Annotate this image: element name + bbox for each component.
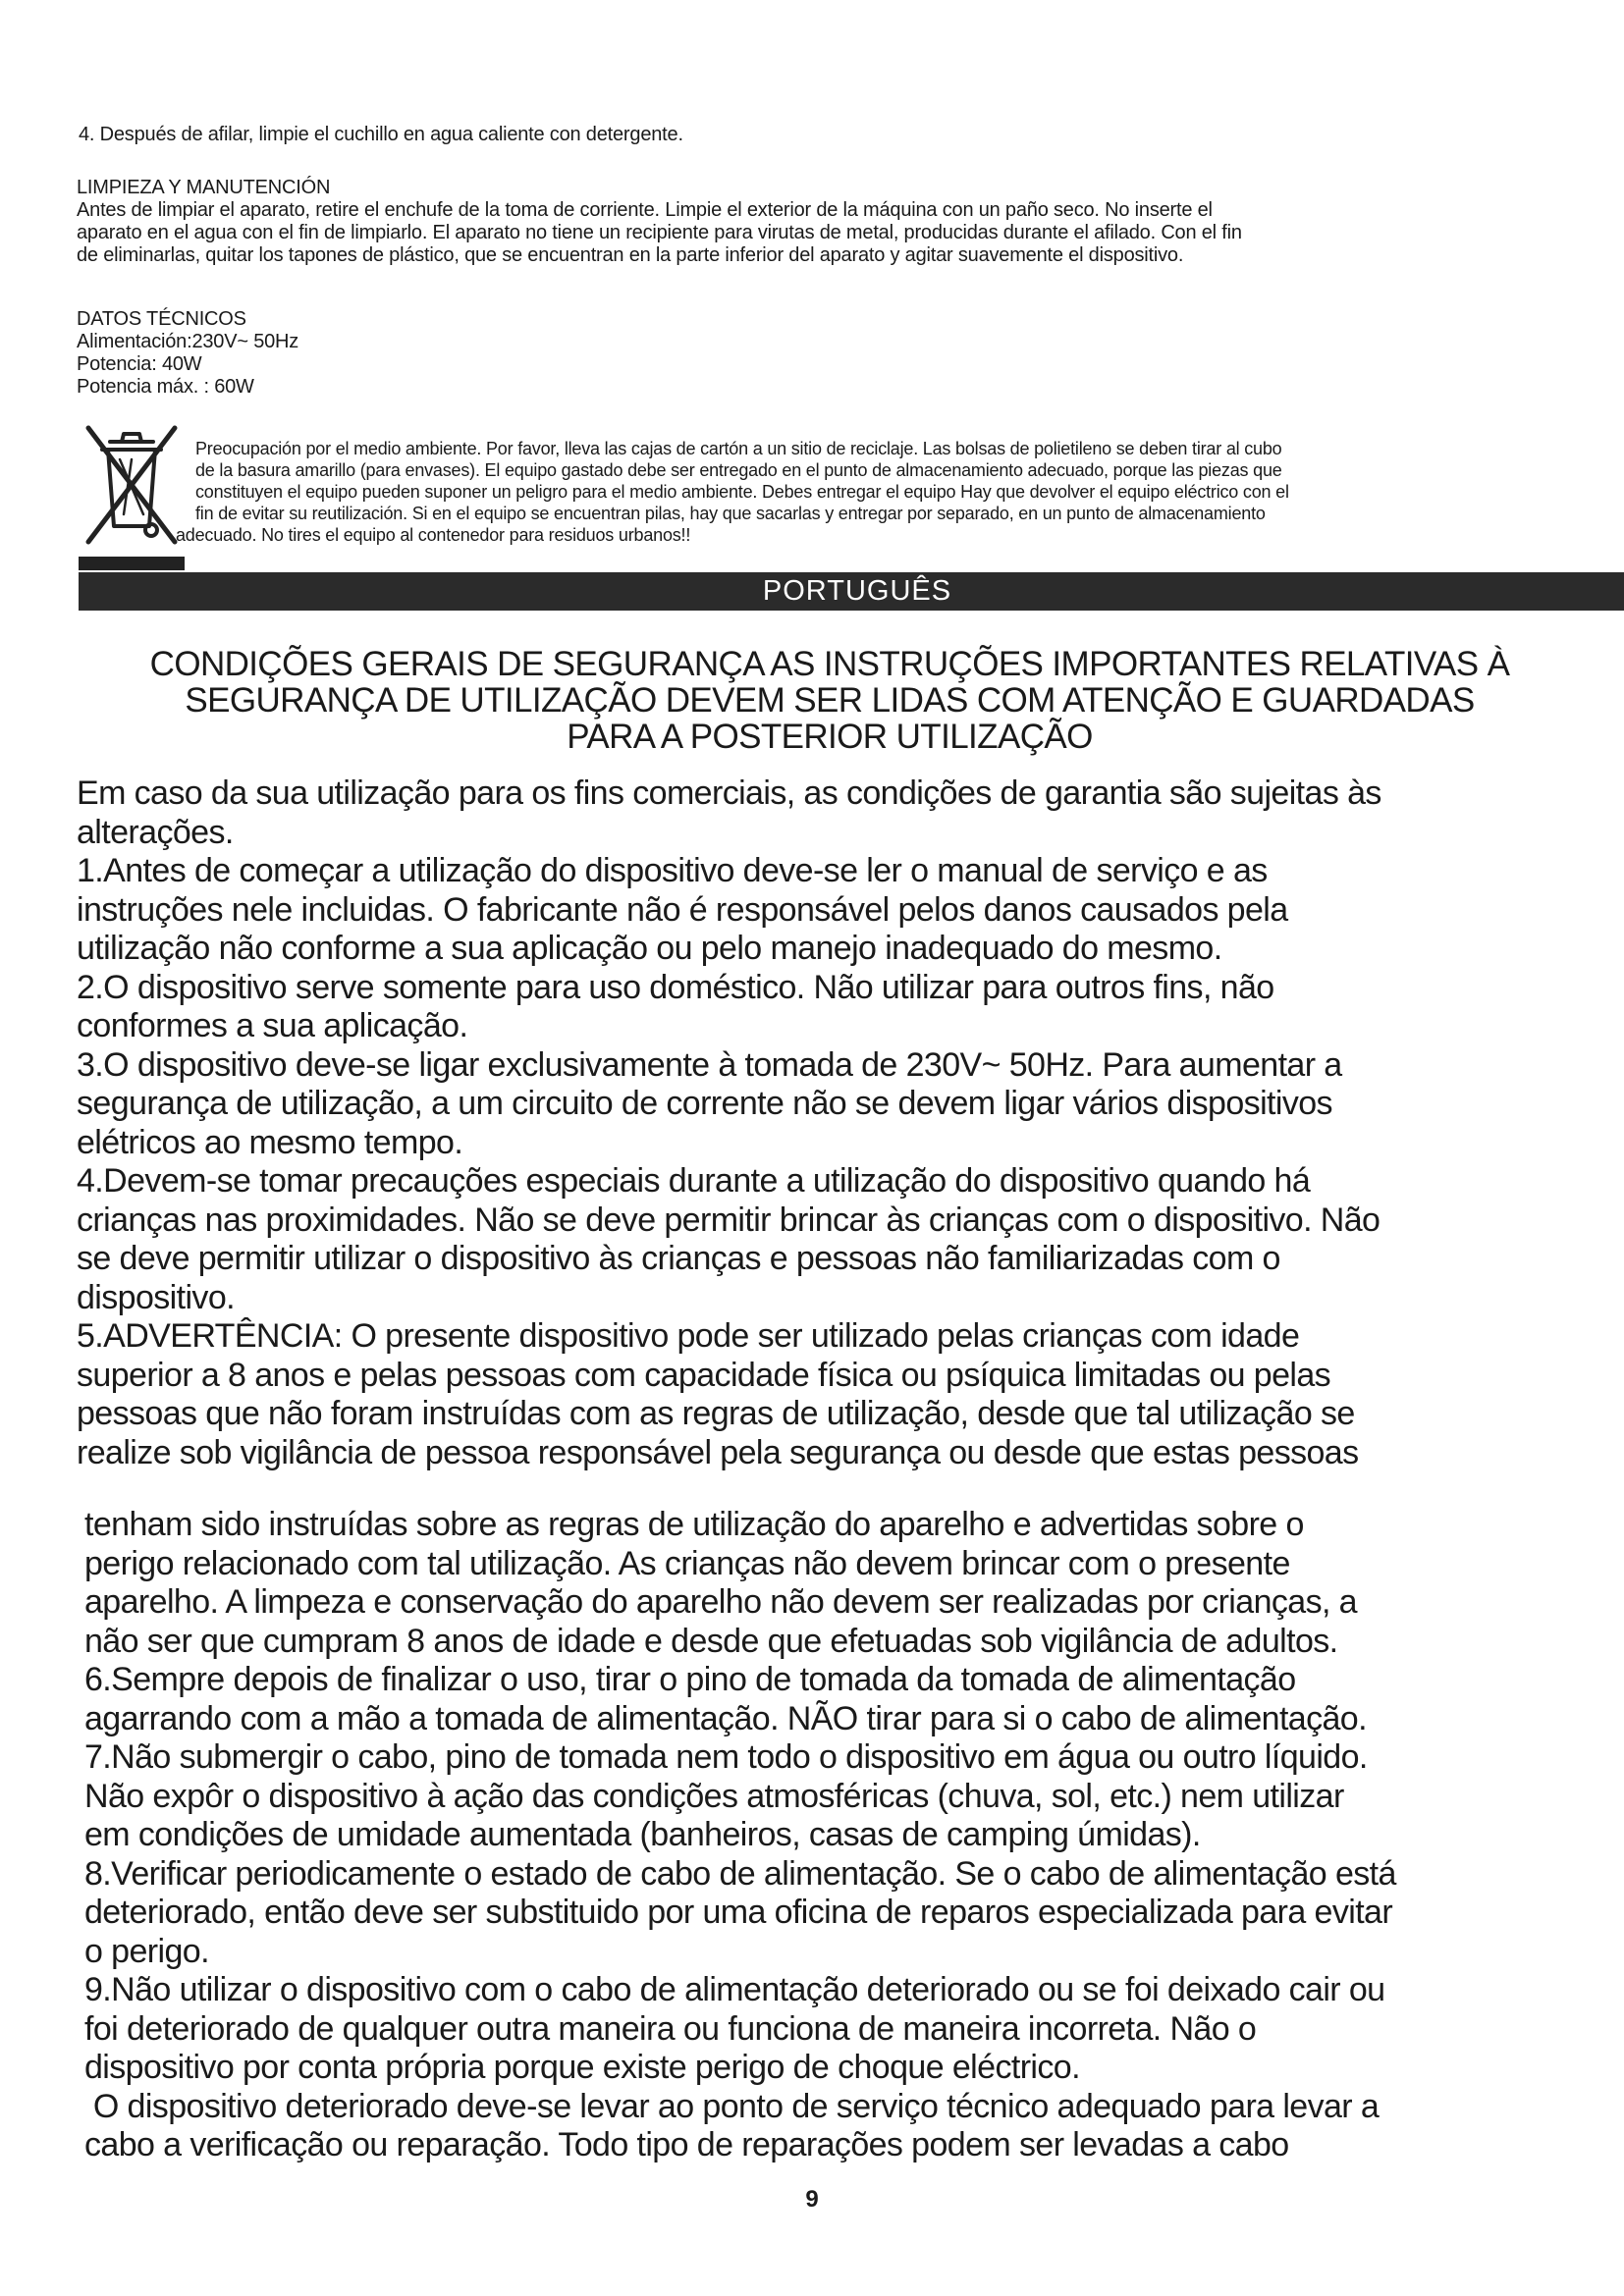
safety-heading-line: SEGURANÇA DE UTILIZAÇÃO DEVEM SER LIDAS COM ATENÇÃO E GUARDADAS [185,681,1475,720]
body-line: alterações. [77,813,234,851]
eco-line: constituyen el equipo pueden suponer un peligro para el medio ambiente. Debes entregar el equipo Hay que devolver el equipo eléctrico con el [195,482,1289,502]
tech-data-line: Potencia: 40W [77,353,202,375]
body-line: Não expôr o dispositivo à ação das condições atmosféricas (chuva, sol, etc.) nem utilizar [84,1777,1344,1815]
body-line: 9.Não utilizar o dispositivo com o cabo de alimentação deteriorado ou se foi deixado cair ou [84,1971,1385,2008]
body-line: se deve permitir utilizar o dispositivo às crianças e pessoas não familiarizadas com o [77,1240,1280,1277]
body-line: 6.Sempre depois de finalizar o uso, tirar o pino de tomada da tomada de alimentação [84,1661,1296,1698]
body-line: Em caso da sua utilização para os fins comerciais, as condições de garantia são sujeitas às [77,774,1381,812]
body-line: dispositivo por conta própria porque existe perigo de choque eléctrico. [84,2049,1080,2086]
eco-line: adecuado. No tires el equipo al contenedor para residuos urbanos!! [176,525,691,545]
language-label: PORTUGUÊS [762,575,952,607]
safety-heading-line: PARA A POSTERIOR UTILIZAÇÃO [567,718,1093,756]
body-line: 8.Verificar periodicamente o estado de cabo de alimentação. Se o cabo de alimentação está [84,1854,1396,1893]
body-line: 3.O dispositivo deve-se ligar exclusivamente à tomada de 230V~ 50Hz. Para aumentar a [77,1045,1342,1084]
body-line: conformes a sua aplicação. [77,1007,468,1044]
body-line: 5.ADVERTÊNCIA: O presente dispositivo pode ser utilizado pelas crianças com idade [77,1317,1300,1355]
tech-data-line: Alimentación:230V~ 50Hz [77,331,299,352]
body-line: cabo a verificação ou reparação. Todo tipo de reparações podem ser levadas a cabo [84,2126,1289,2163]
body-line: instruções nele incluidas. O fabricante não é responsável pelos danos causados pela [77,890,1288,929]
body-line: não ser que cumpram 8 anos de idade e desde que efetuadas sob vigilância de adultos. [84,1622,1338,1660]
weee-crossed-bin-icon [81,420,183,556]
body-line: realize sob vigilância de pessoa responsável pela segurança ou desde que estas pessoas [77,1433,1359,1471]
body-line: o perigo. [84,1932,209,1970]
es-step-4: 4. Después de afilar, limpie el cuchillo en agua caliente con detergente. [79,124,683,145]
body-line: superior a 8 anos e pelas pessoas com capacidade física ou psíquica limitadas ou pelas [77,1356,1331,1394]
body-line: crianças nas proximidades. Não se deve permitir brincar às crianças com o dispositivo. Não [77,1201,1380,1239]
body-line: 2.O dispositivo serve somente para uso doméstico. Não utilizar para outros fins, não [77,968,1274,1006]
eco-notice [176,438,1289,546]
weee-underline-bar [79,557,185,570]
body-line: dispositivo. [77,1278,235,1316]
cleaning-line: de eliminarlas, quitar los tapones de plástico, que se encuentran en la parte inferior del aparato y agitar suavemente el dispositivo. [77,244,1184,266]
safety-body-part2 [84,1506,1396,2165]
body-line: foi deteriorado de qualquer outra maneira ou funciona de maneira incorreta. Não o [84,2009,1257,2048]
body-line: aparelho. A limpeza e conservação do aparelho não devem ser realizadas por crianças, a [84,1583,1357,1621]
page-number: 9 [805,2186,819,2213]
safety-heading-line: CONDIÇÕES GERAIS DE SEGURANÇA AS INSTRUÇÕES IMPORTANTES RELATIVAS À [149,645,1510,683]
body-line: elétricos ao mesmo tempo. [77,1123,463,1161]
safety-heading [79,646,1581,755]
body-line: utilização não conforme a sua aplicação ou pelo manejo inadequado do mesmo. [77,930,1222,967]
body-line: 7.Não submergir o cabo, pino de tomada nem todo o dispositivo em água ou outro líquido. [84,1738,1368,1776]
body-line: agarrando com a mão a tomada de alimentação. NÃO tirar para si o cabo de alimentação. [84,1699,1367,1737]
language-section-bar [79,572,1624,611]
body-line: segurança de utilização, a um circuito de corrente não se devem ligar vários dispositivos [77,1085,1332,1122]
body-line: O dispositivo deteriorado deve-se levar ao ponto de serviço técnico adequado para levar a [84,2087,1380,2125]
tech-data-line: Potencia máx. : 60W [77,376,254,398]
cleaning-heading: LIMPIEZA Y MANUTENCIÓN [77,177,331,198]
body-line: tenham sido instruídas sobre as regras de utilização do aparelho e advertidas sobre o [84,1506,1304,1543]
cleaning-line: Antes de limpiar el aparato, retire el enchufe de la toma de corriente. Limpie el exterior de la máquina con un paño seco. No inserte el [77,199,1213,221]
tech-data-section [77,308,298,399]
body-line: 4.Devem-se tomar precauções especiais durante a utilização do dispositivo quando há [77,1162,1311,1200]
eco-line: fin de evitar su reutilización. Si en el equipo se encuentran pilas, hay que sacarlas y entregar por separado, en un punto de almacenamiento [195,504,1266,523]
safety-body-part1 [77,774,1381,1472]
body-line: perigo relacionado com tal utilização. As crianças não devem brincar com o presente [84,1544,1290,1582]
body-line: pessoas que não foram instruídas com as regras de utilização, desde que tal utilização se [77,1395,1355,1432]
eco-line: de la basura amarillo (para envases). El equipo gastado debe ser entregado en el punto de almacenamiento adecuado, porque las piezas que [195,460,1282,480]
cleaning-line: aparato en el agua con el fin de limpiarlo. El aparato no tiene un recipiente para virutas de metal, producidas durante el afilado. Con el fin [77,222,1242,243]
cleaning-section [77,177,1242,267]
eco-line: Preocupación por el medio ambiente. Por favor, lleva las cajas de cartón a un sitio de reciclaje. Las bolsas de polietileno se deben tirar al cubo [195,439,1282,458]
tech-data-heading: DATOS TÉCNICOS [77,308,246,330]
body-line: 1.Antes de começar a utilização do dispositivo deve-se ler o manual de serviço e as [77,852,1268,889]
body-line: em condições de umidade aumentada (banheiros, casas de camping úmidas). [84,1816,1201,1853]
body-line: deteriorado, então deve ser substituido por uma oficina de reparos especializada para evitar [84,1894,1393,1931]
